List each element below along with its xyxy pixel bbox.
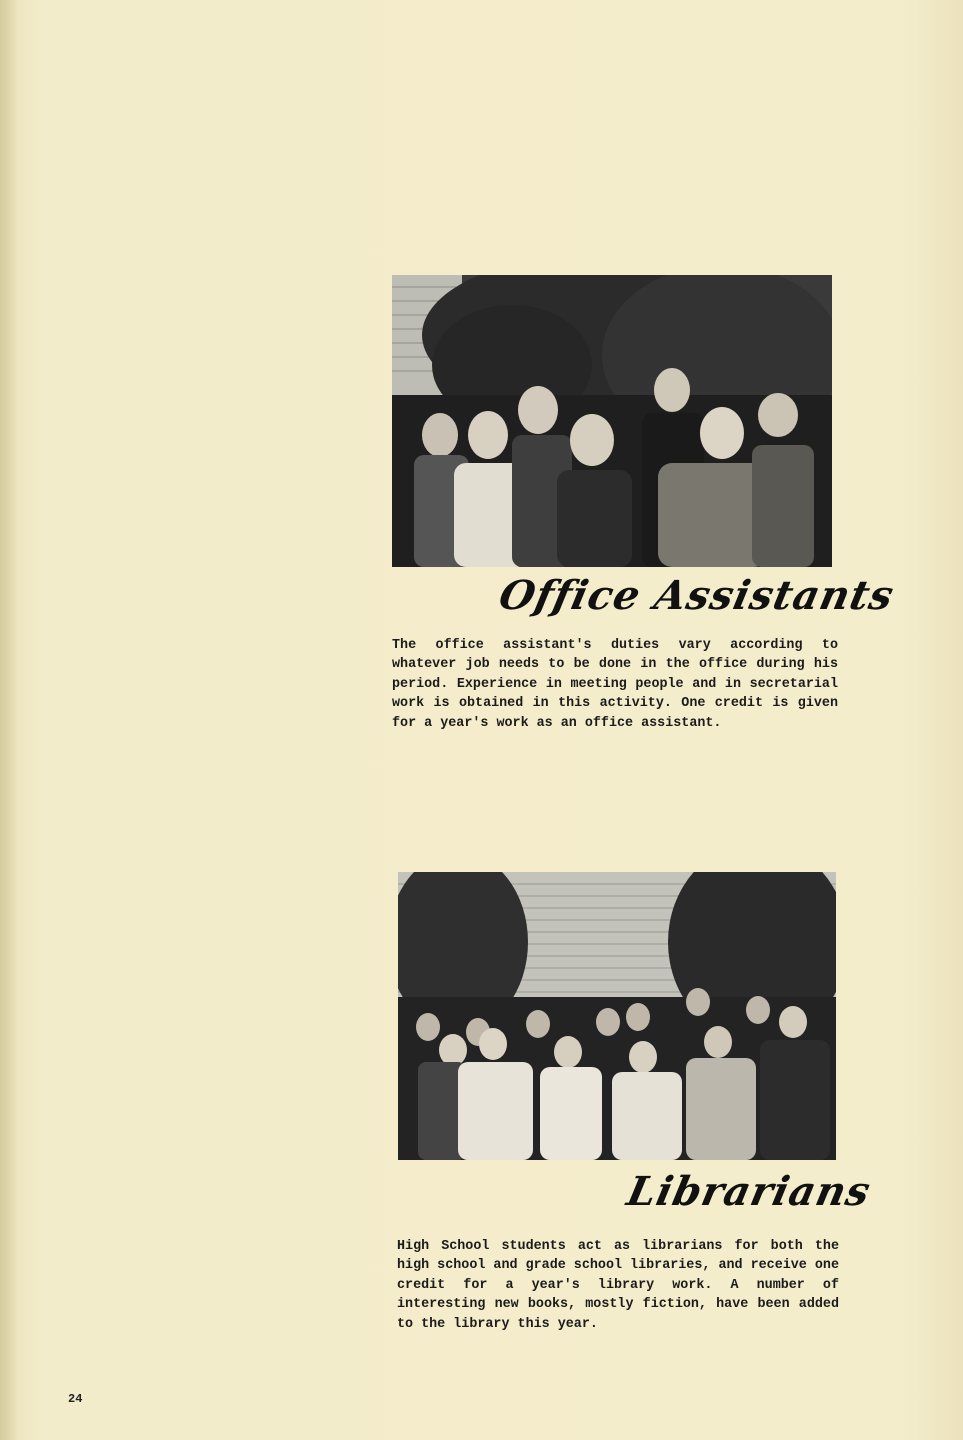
librarians-text: High School students act as librarians for both the high school and grade school libraries, and receive one credit for a year's library work. A number of interesting new books, mostly fiction, have been added to the library this year. [397,1239,839,1332]
office-assistants-heading: Office Assistants [495,572,899,619]
librarians-heading: Librarians [623,1168,876,1215]
page-binding-shadow [0,0,18,1440]
page-number: 24 [68,1392,83,1406]
office-assistants-text: The office assistant's duties vary according to whatever job needs to be done in the office during his period. Experience in meeting people and in secretarial work is obtained in this activity. One credit is given for a year's work as an office assistant. [392,638,838,731]
office-assistants-photo [392,275,832,567]
librarians-photo [398,872,836,1160]
